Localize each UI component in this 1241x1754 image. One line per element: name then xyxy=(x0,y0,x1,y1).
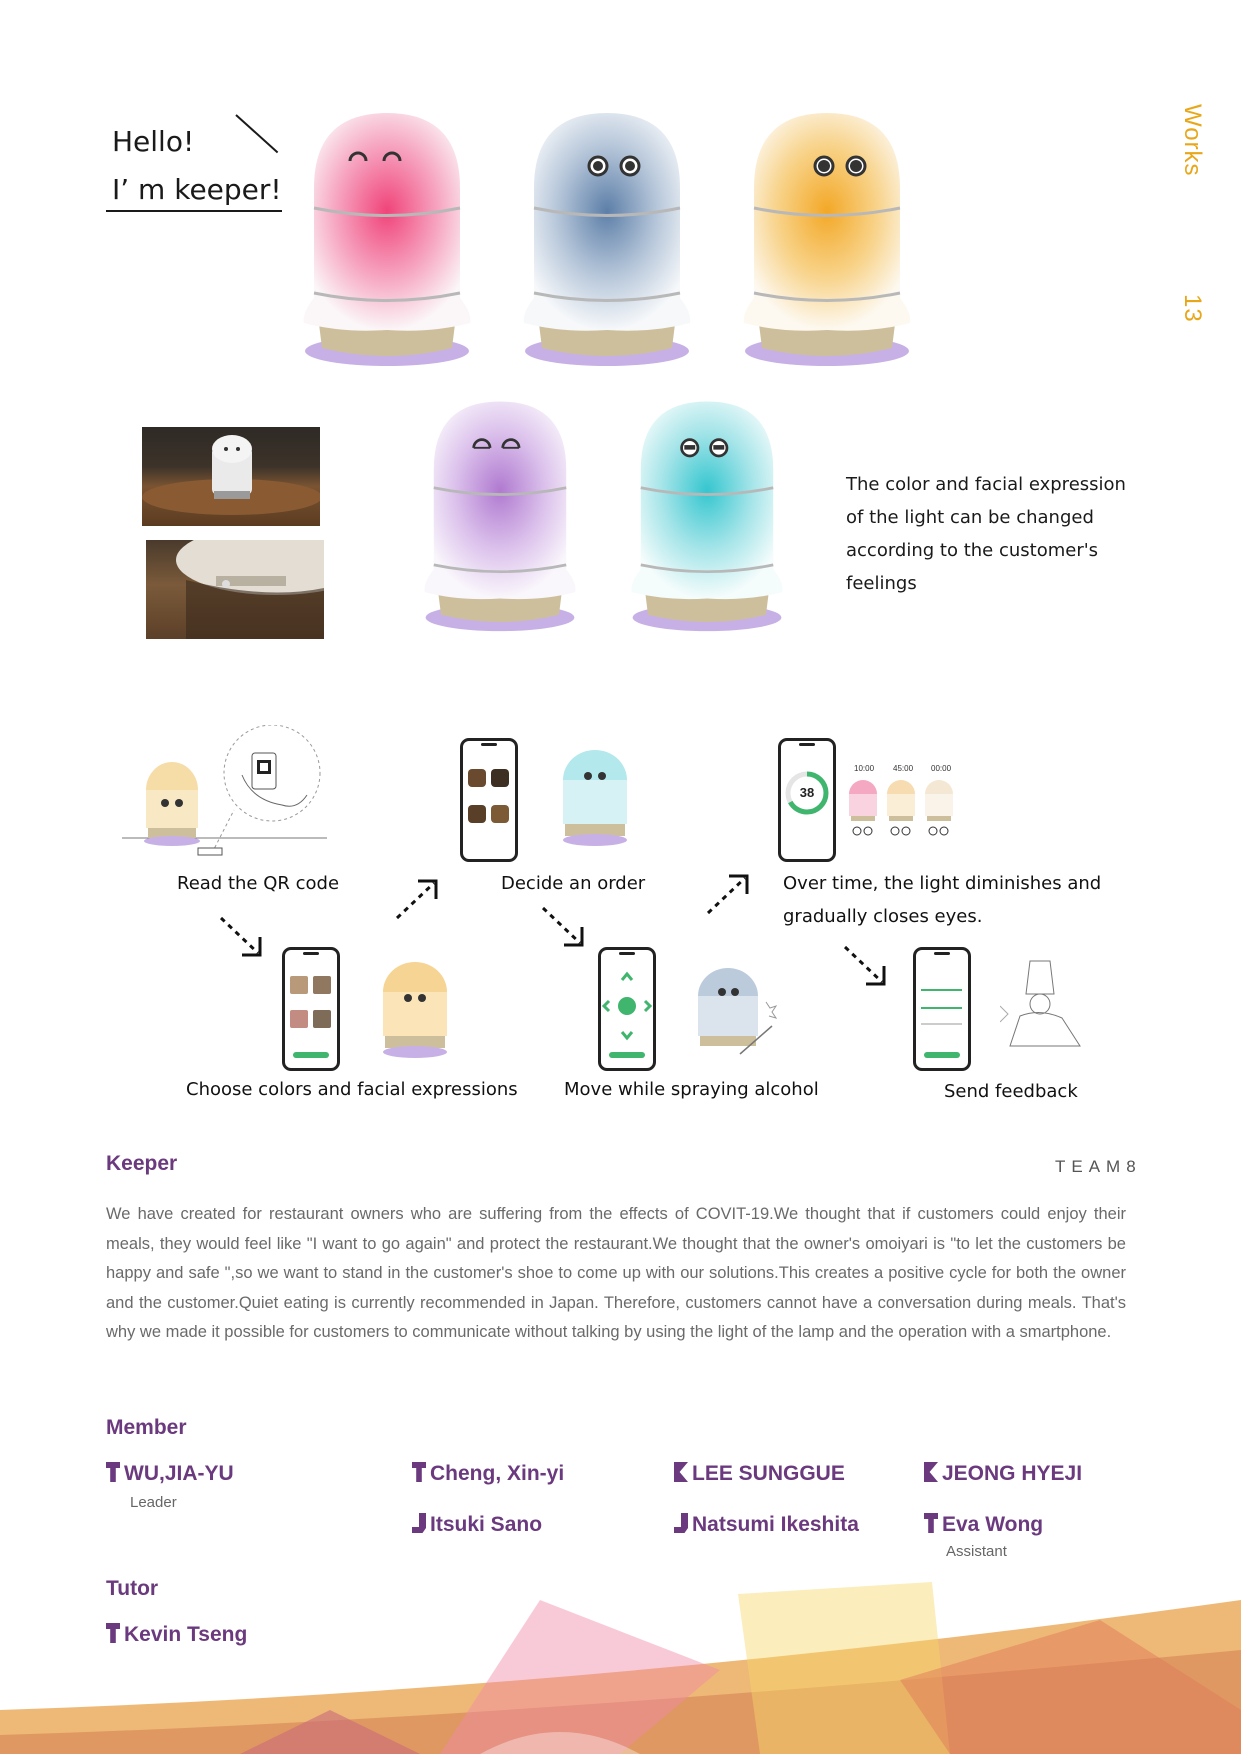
flag-icon xyxy=(674,1513,688,1533)
team-label: TEAM8 xyxy=(1055,1157,1142,1176)
keeper-lamp-pink xyxy=(292,108,482,378)
project-description: We have created for restaurant owners who are suffering from the effects of COVIT-19.We thought that if customers could enjoy their meals, they would feel like "I want to go again" and protect the restaurant.We thought that the owner's omoiyari is "to let the customers be happy and safe ",so we want to stand in the customer's shoe to come up with our solutions.This creates a positive cycle for both the owner and the customer.Quiet eating is currently recommended in Japan. Therefore, customers cannot have a conversation during meals. That's why we made it possible for customers to communicate without talking by using the light of the lamp and the operation with a smartphone. xyxy=(106,1205,1126,1341)
step-send-feedback: Send feedback xyxy=(944,1081,1078,1102)
phone-menu xyxy=(460,738,518,862)
phone-feedback xyxy=(913,947,971,1071)
member-name: Cheng, Xin-yi xyxy=(412,1462,564,1486)
step-over-time-2: gradually closes eyes. xyxy=(783,906,983,927)
keeper-lamp-blue xyxy=(512,108,702,378)
flag-icon xyxy=(412,1513,426,1533)
step-decide-order: Decide an order xyxy=(501,873,646,894)
flag-icon xyxy=(924,1513,938,1533)
tutor-name: Kevin Tseng xyxy=(106,1623,247,1647)
mini-lamp-cyan xyxy=(560,750,630,855)
mini-lamp-orange xyxy=(380,962,450,1067)
phone-timer xyxy=(778,738,836,862)
flag-icon xyxy=(924,1462,938,1482)
arrow-down-icon xyxy=(540,905,588,951)
product-photo-table xyxy=(142,427,320,526)
step-choose-colors: Choose colors and facial expressions xyxy=(186,1079,518,1100)
section-label: Works xyxy=(1179,104,1206,177)
member-name: LEE SUNGGUE xyxy=(674,1462,845,1486)
keeper-lamp-cyan xyxy=(617,397,797,642)
member-role: Assistant xyxy=(946,1543,1007,1560)
step-read-qr: Read the QR code xyxy=(177,873,340,894)
chef-sketch xyxy=(1000,956,1086,1056)
flag-icon xyxy=(674,1462,688,1482)
arrow-down-icon xyxy=(218,915,266,961)
timer-label-3: 00:00 xyxy=(931,764,952,773)
phone-controller xyxy=(598,947,656,1071)
arrow-up-icon xyxy=(705,870,753,916)
page-number: 13 xyxy=(1179,294,1206,323)
mini-lamp-blue xyxy=(690,966,780,1071)
project-title: Keeper xyxy=(106,1152,178,1175)
members-heading: Member xyxy=(106,1416,187,1439)
keeper-lamp-orange xyxy=(732,108,922,378)
member-name: Itsuki Sano xyxy=(412,1513,542,1537)
greeting-line-1: Hello! xyxy=(112,125,195,158)
speech-underline xyxy=(106,210,282,212)
qr-scene xyxy=(122,725,332,870)
footer-decoration xyxy=(0,1560,1241,1754)
timer-label-1: 10:00 xyxy=(854,764,875,773)
product-photo-closeup xyxy=(146,540,324,639)
fading-lamps xyxy=(846,776,962,836)
tutor-heading: Tutor xyxy=(106,1577,159,1600)
member-name: JEONG HYEJI xyxy=(924,1462,1082,1486)
step-over-time-1: Over time, the light diminishes and xyxy=(783,873,1102,894)
member-name: WU,JIA-YU xyxy=(106,1462,234,1486)
phone-choose-colors xyxy=(282,947,340,1071)
feature-description: The color and facial expression of the light can be changed according to the customer's feelings xyxy=(846,474,1126,594)
timer-value: 38 xyxy=(799,785,815,800)
member-name: Eva Wong xyxy=(924,1513,1043,1537)
keeper-lamp-purple xyxy=(410,397,590,642)
member-name: Natsumi Ikeshita xyxy=(674,1513,859,1537)
member-role: Leader xyxy=(130,1494,177,1511)
step-move: Move while spraying alcohol xyxy=(564,1079,819,1100)
greeting-line-2: I’ m keeper! xyxy=(112,173,282,206)
flag-icon xyxy=(412,1462,426,1482)
arrow-down-icon xyxy=(842,944,890,990)
timer-label-2: 45:00 xyxy=(893,764,914,773)
flag-icon xyxy=(106,1462,120,1482)
arrow-up-icon xyxy=(394,875,442,921)
